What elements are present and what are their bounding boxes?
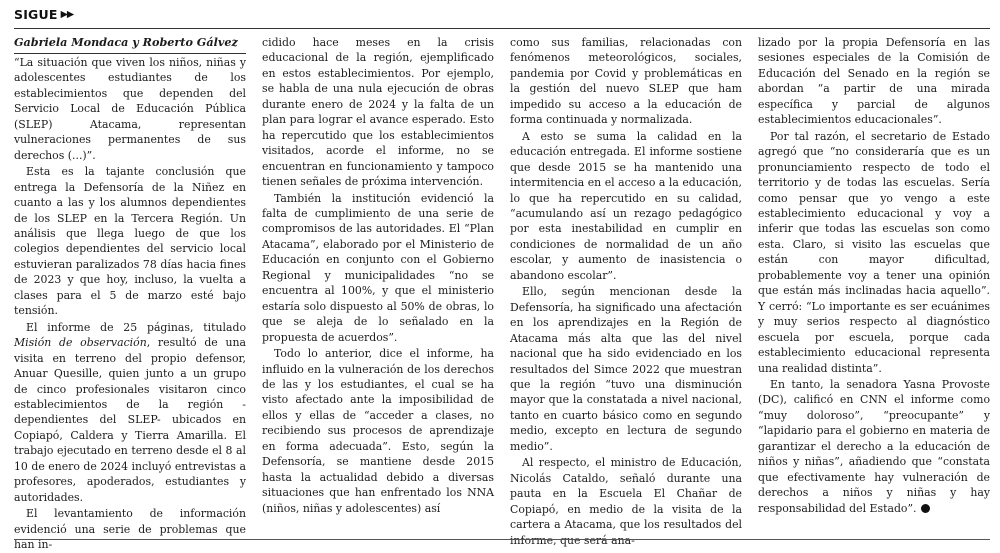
paragraph: El levantamiento de información evidenció una serie de problemas que han in- (14, 507, 246, 552)
paragraph: como sus familias, relacionadas con fenómenos meteorológicos, sociales, pandemia por Covid y problemáticas en la gestión del nuevo SLEP que ham impedido su acceso a la educación de forma continuada y normalizada. (510, 36, 742, 127)
report-title: Misión de observación (14, 336, 147, 350)
top-divider (14, 28, 990, 29)
paragraph: Al respecto, el ministro de Educación, Nicolás Cataldo, señaló durante una pauta en la Escuela El Chañar de Copiapó, en medio de la visita de la cartera a Atacama, que los resultados del informe, que será ana- (510, 456, 742, 547)
double-arrow-icon: ▶▶ (60, 8, 74, 20)
paragraph: cidido hace meses en la crisis educacional de la región, ejemplificado en estos establecimientos. Por ejemplo, se habla de una nula ejecución de obras durante enero de 2024 y la falta de un plan para lograr el avance esperado. Esto ha repercutido que los establecimientos visitados, acorde el informe, no se encuentran en funcionamiento y tampoco tienen señales de próxima intervención. (262, 36, 494, 189)
sigue-text: SIGUE (14, 6, 58, 22)
paragraph-text: , resultó de una visita en terreno del propio defensor, Anuar Quesille, quien junto a un grupo de cinco profesionales visitaron cinco establecimientos de la región -dependientes del SLEP- ubicados en Copiapó, Caldera y Tierra Amarilla. El trabajo ejecutado en terreno desde el 8 al 10 de enero de 2024 incluyó entrevistas a profesores, apoderados, estudiantes y autoridades. (14, 336, 246, 504)
paragraph: También la institución evidenció la falta de cumplimiento de una serie de compromisos de las autoridades. El “Plan Atacama”, elaborado por el Ministerio de Educación en conjunto con el Gobierno Regional y municipalidades “no se encuentra al 100%, y que el ministerio estaría solo dispuesto al 50% de obras, lo que se aleja de lo señalado en la propuesta de acuerdos”. (262, 191, 494, 344)
article-body (14, 35, 990, 552)
paragraph: Esta es la tajante conclusión que entrega la Defensoría de la Niñez en cuanto a las y los alumnos dependientes de los SLEP en la Tercera Región. Un análisis que llega luego de que los colegios dependientes del servicio local estuvieran paralizados 78 días hacia fines de 2023 y que hoy, incluso, la vuelta a clases para el 5 de marzo esté bajo tensión. (14, 165, 246, 318)
byline: Gabriela Mondaca y Roberto Gálvez (14, 35, 246, 54)
bottom-divider (14, 539, 990, 540)
article-column-2 (262, 35, 494, 532)
paragraph: lizado por la propia Defensoría en las sesiones especiales de la Comisión de Educación del Senado en la región se abordan “a partir de una mirada específica y parcial de algunos establecimientos educacionales”. (758, 36, 990, 127)
article-column-1 (14, 35, 246, 552)
article-column-4 (758, 35, 990, 532)
continues-label (14, 4, 73, 24)
end-of-article-icon (921, 504, 930, 513)
paragraph (14, 320, 246, 505)
paragraph (758, 377, 990, 516)
article-column-3 (510, 35, 742, 547)
paragraph: Por tal razón, el secretario de Estado agregó que “no consideraría que es un pronunciamiento respecto de todo el territorio y de todas las escuelas. Sería como pensar que yo vengo a este establecimiento educacional y voy a inferir que todas las escuelas son como esta. Claro, si visito las escuelas que están con mayor dificultad, probablemente voy a tener una opinión que están más inclinadas hacia aquello”. Y cerró: “Lo importante es ser ecuánimes y muy serios respecto al diagnóstico escuela por escuela, porque cada establecimiento educacional representa una realidad distinta”. (758, 129, 990, 375)
paragraph: Todo lo anterior, dice el informe, ha influido en la vulneración de los derechos de las y los estudiantes, el cual se ha visto afectado ante la imposibilidad de ellos y ellas de “acceder a clases, no recibiendo sus procesos de aprendizaje en forma adecuada”. Esto, según la Defensoría, se mantiene desde 2015 hasta la actualidad debido a diversas situaciones que han enfrentado los NNA (niños, niñas y adolescentes) así (262, 347, 494, 515)
paragraph-text: En tanto, la senadora Yasna Provoste (DC), calificó en CNN el informe como “muy doloroso”, “preocupante” y “lapidario para el gobierno en materia de garantizar el derecho a la educación de niños y niñas”, añadiendo que “constata que efectivamente hay vulneración de derechos a niños y niñas y hay responsabilidad del Estado”. (758, 377, 990, 515)
paragraph: “La situación que viven los niños, niñas y adolescentes estudiantes de los establecimientos que dependen del Servicio Local de Educación Pública (SLEP) Atacama, representan vulneraciones permanentes de sus derechos (...)”. (14, 56, 246, 162)
paragraph: Ello, según mencionan desde la Defensoría, ha significado una afectación en los aprendizajes en la Región de Atacama más alta que las del nivel nacional que ha sido evidenciado en los resultados del Simce 2022 que muestran que la región “tuvo una disminución mayor que la constatada a nivel nacional, tanto en cuarto básico como en segundo medio, excepto en lectura de segundo medio”. (510, 285, 742, 453)
paragraph-text: El informe de 25 páginas, titulado (26, 320, 246, 334)
paragraph: A esto se suma la calidad en la educación entregada. El informe sostiene que desde 2015 se ha mantenido una intermitencia en el acceso a la educación, lo que ha repercutido en su calidad, “acumulando así un rezago pedagógico por esta inestabilidad en cumplir en condiciones de normalidad de un año escolar, y aumento de inasistencia o abandono escolar”. (510, 129, 742, 282)
